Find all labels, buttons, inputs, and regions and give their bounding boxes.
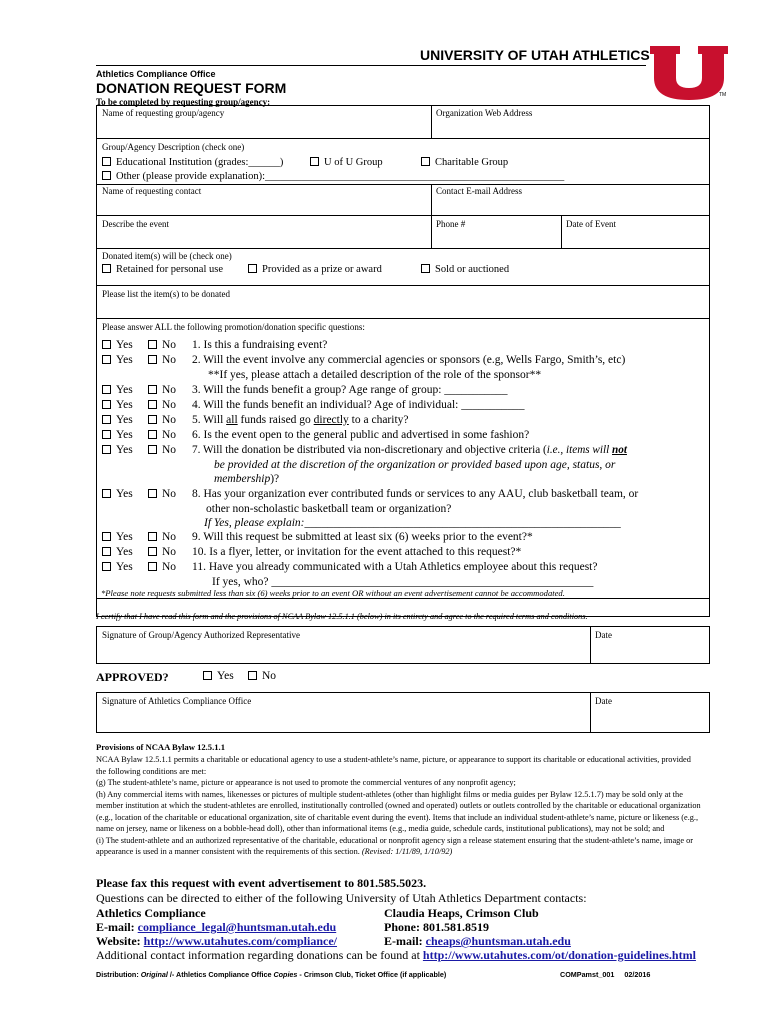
q4-no[interactable] — [148, 399, 176, 411]
sold-label: Sold or auctioned — [435, 264, 510, 275]
no-label: No — [162, 429, 177, 441]
signature-office-field[interactable]: Signature of Athletics Compliance Office — [102, 696, 252, 706]
distribution-original: Original — [140, 970, 168, 979]
no-label: No — [162, 399, 177, 411]
compliance-email-link[interactable]: compliance_legal@huntsman.utah.edu — [137, 920, 337, 934]
col-divider — [561, 215, 562, 248]
question-4: 4. Will the funds benefit an individual? Age of individual: ___________ — [192, 399, 525, 411]
checkbox-no[interactable] — [148, 532, 157, 541]
checkbox-yes[interactable] — [102, 400, 111, 409]
additional-info-label: Additional contact information regarding donations can be found at — [96, 948, 423, 962]
uofu-label: U of U Group — [324, 157, 383, 168]
question-1: 1. Is this a fundraising event? — [192, 339, 328, 351]
university-logo — [648, 44, 730, 102]
question-3: 3. Will the funds benefit a group? Age range of group: ___________ — [192, 384, 508, 396]
website-label: Website: — [96, 934, 144, 948]
distribution-end: - Crimson Club, Ticket Office (if applicable) — [297, 970, 447, 979]
provisions-p1: NCAA Bylaw 12.5.1.1 permits a charitable or educational agency to use a student-athlete’s name, picture, or appearance to support its charitable or educational activities, provided the following conditions are met: — [96, 755, 691, 776]
distribution-mid: /- Athletics Compliance Office — [167, 970, 274, 979]
checkbox-yes[interactable] — [102, 489, 111, 498]
checkbox-yes[interactable] — [203, 671, 212, 680]
edu-option[interactable] — [102, 157, 283, 168]
checkbox-yes[interactable] — [102, 532, 111, 541]
q7-part: 7. Will the donation be distributed via non-discretionary and objective criteria ( — [192, 444, 547, 456]
retained-option[interactable] — [102, 264, 223, 275]
checkbox-no[interactable] — [248, 671, 257, 680]
checkbox-no[interactable] — [148, 430, 157, 439]
checkbox-edu[interactable] — [102, 157, 111, 166]
phone-field[interactable]: Phone # — [436, 219, 466, 229]
yes-label: Yes — [116, 354, 133, 366]
other-option[interactable] — [102, 171, 564, 182]
answer-all-label: Please answer ALL the following promotion/donation specific questions: — [102, 322, 365, 332]
crimson-club-email-link[interactable]: cheaps@huntsman.utah.edu — [425, 934, 571, 948]
checkbox-uofu[interactable] — [310, 157, 319, 166]
yes-label: Yes — [116, 444, 133, 456]
signature-rep-field[interactable]: Signature of Group/Agency Authorized Representative — [102, 630, 300, 640]
checkbox-yes[interactable] — [102, 415, 111, 424]
q6-yes[interactable] — [102, 429, 133, 441]
approved-label: APPROVED? — [96, 670, 169, 684]
edu-label: Educational Institution (grades:______) — [116, 157, 284, 168]
checkbox-yes[interactable] — [102, 385, 111, 394]
col-divider — [590, 626, 591, 664]
web-address-field[interactable]: Organization Web Address — [436, 108, 533, 118]
signature-office-date[interactable]: Date — [595, 696, 612, 706]
yes-label: Yes — [116, 414, 133, 426]
question-9: 9. Will this request be submitted at least six (6) weeks prior to the event?* — [192, 531, 533, 543]
group-name-field[interactable]: Name of requesting group/agency — [102, 108, 225, 118]
yes-label: Yes — [116, 488, 133, 500]
contact-email-field[interactable]: Contact E-mail Address — [436, 186, 522, 196]
yes-label: Yes — [116, 384, 133, 396]
row-divider — [96, 598, 710, 599]
q1-yes[interactable] — [102, 339, 133, 351]
no-label: No — [162, 488, 177, 500]
checkbox-no[interactable] — [148, 489, 157, 498]
additional-info-row — [96, 948, 696, 963]
question-5 — [192, 414, 409, 426]
no-label: No — [162, 546, 177, 558]
form-code — [560, 970, 650, 979]
q7-membership: membership — [214, 473, 271, 485]
row-divider — [96, 184, 710, 185]
q5-part: funds raised go — [237, 414, 314, 426]
certify-statement: I certify that I have read this form and the provisions of NCAA Bylaw 12.5.1.1 (below) in its entirety and agree to the required terms and conditions. — [96, 612, 588, 621]
col-divider — [431, 105, 432, 138]
q6-no[interactable] — [148, 429, 176, 441]
yes-label: Yes — [116, 546, 133, 558]
athletics-compliance-label: Athletics Compliance — [96, 906, 206, 920]
no-label: No — [262, 670, 277, 682]
q7-yes[interactable] — [102, 444, 133, 456]
question-8-line2: other non-scholastic basketball team or organization? — [206, 503, 452, 515]
header-rule — [96, 65, 646, 66]
q8-no[interactable] — [148, 488, 176, 500]
yes-label: Yes — [116, 399, 133, 411]
yes-label: Yes — [116, 339, 133, 351]
prize-label: Provided as a prize or award — [262, 264, 382, 275]
q9-yes[interactable] — [102, 531, 133, 543]
checkbox-yes[interactable] — [102, 562, 111, 571]
form-code-id: COMPamst_001 — [560, 970, 615, 979]
form-code-date: 02/2016 — [624, 970, 651, 979]
col-divider — [431, 184, 432, 248]
uofu-option[interactable] — [310, 157, 383, 168]
list-items-field[interactable]: Please list the item(s) to be donated — [102, 289, 230, 299]
q10-no[interactable] — [148, 546, 176, 558]
compliance-email-row — [96, 920, 336, 935]
checkbox-yes[interactable] — [102, 445, 111, 454]
q5-all: all — [226, 414, 238, 426]
question-11-who[interactable]: If yes, who? ________________________________________________________ — [212, 576, 594, 588]
provisions-p4 — [96, 835, 702, 858]
q1-no[interactable] — [148, 339, 176, 351]
yes-label: Yes — [217, 670, 234, 682]
q3-no[interactable] — [148, 384, 176, 396]
to-be-completed-note: To be completed by requesting group/agency: — [96, 97, 271, 107]
no-label: No — [162, 444, 177, 456]
q8-yes[interactable] — [102, 488, 133, 500]
q5-part: 5. Will — [192, 414, 227, 426]
contact-name-field[interactable]: Name of requesting contact — [102, 186, 202, 196]
fax-instruction: Please fax this request with event advertisement to 801.585.5023. — [96, 876, 427, 890]
question-6: 6. Is the event open to the general public and advertised in some fashion? — [192, 429, 530, 441]
other-label: Other (please provide explanation):_________________________________________________________ — [116, 171, 565, 182]
no-label: No — [162, 414, 177, 426]
checkbox-no[interactable] — [148, 547, 157, 556]
provisions-p4-text: (i) The student-athlete and an authorized representative of the charitable, educational or nonprofit agency sign a release statement ensuring that the student-athlete’s name, image or appearance is used in a manner consistent with the requirements of this section. — [96, 835, 693, 856]
q5-part: to a charity? — [348, 414, 409, 426]
sold-option[interactable] — [421, 264, 509, 275]
office-name: Athletics Compliance Office — [96, 69, 216, 79]
questions-note: Questions can be directed to either of the following University of Utah Athletics Department contacts: — [96, 891, 587, 905]
yes-label: Yes — [116, 429, 133, 441]
col-divider — [590, 692, 591, 733]
checkbox-no[interactable] — [148, 562, 157, 571]
no-label: No — [162, 354, 177, 366]
header-org-title: UNIVERSITY OF UTAH ATHLETICS — [420, 47, 650, 63]
email-label: E-mail: — [96, 920, 138, 934]
checkbox-yes[interactable] — [102, 547, 111, 556]
signature-rep-date[interactable]: Date — [595, 630, 612, 640]
provisions-p3: (h) Any commercial items with names, likenesses or pictures of multiple student-athletes (other than highlight films or media guides per Bylaw 12.5.1.7) may be sold only at the member institution at which the student-athletes are enrolled, institutionally controlled (owned and operated) outlets or outlets controlled by the charitable or educational organization (e.g., location of the charitable or educational organization, site of charitable event during the event). Items that include an individual student-athlete’s name, picture or likeness (e.g., name on jersey, name or likeness on a bobble-head doll), other than informational items (e.g., media guide, schedule cards, institutional publications), may not be sold; and — [96, 789, 701, 833]
question-8-explain — [204, 517, 621, 529]
question-11: 11. Have you already communicated with a Utah Athletics employee about this request? — [192, 561, 598, 573]
checkbox-sold[interactable] — [421, 264, 430, 273]
q8-explain-label: If Yes, please explain: — [204, 517, 305, 529]
q5-yes[interactable] — [102, 414, 133, 426]
charitable-option[interactable] — [421, 157, 508, 168]
question-7-line3 — [214, 473, 279, 485]
distribution-footer — [96, 970, 446, 979]
checkbox-yes[interactable] — [102, 340, 111, 349]
checkbox-no[interactable] — [148, 445, 157, 454]
compliance-website-row — [96, 934, 337, 949]
q4-yes[interactable] — [102, 399, 133, 411]
q2-no[interactable] — [148, 354, 176, 366]
trademark-mark: TM — [719, 92, 727, 98]
charitable-label: Charitable Group — [435, 157, 509, 168]
provisions-p2: (g) The student-athlete’s name, picture or appearance is not used to promote the commercial ventures of any nonprofit agency; — [96, 778, 516, 787]
no-label: No — [162, 339, 177, 351]
row-divider — [96, 318, 710, 319]
no-label: No — [162, 561, 177, 573]
question-7-line2: be provided at the discretion of the organization or provided based upon age, status, or — [214, 459, 616, 471]
checkbox-prize[interactable] — [248, 264, 257, 273]
yes-label: Yes — [116, 561, 133, 573]
checkbox-retained[interactable] — [102, 264, 111, 273]
prize-option[interactable] — [248, 264, 382, 275]
q3-yes[interactable] — [102, 384, 133, 396]
row-divider — [96, 285, 710, 286]
checkbox-no[interactable] — [148, 355, 157, 364]
question-2: 2. Will the event involve any commercial agencies or sponsors (e.g, Wells Fargo, Smith’s, etc) — [192, 354, 626, 366]
approved-no[interactable] — [248, 670, 276, 682]
q5-no[interactable] — [148, 414, 176, 426]
crimson-club-phone: Phone: 801.581.8519 — [384, 920, 489, 934]
q7-ie: i.e., items will — [546, 444, 613, 456]
q7-no[interactable] — [148, 444, 176, 456]
provisions-title: Provisions of NCAA Bylaw 12.5.1.1 — [96, 742, 225, 752]
checkbox-no[interactable] — [148, 400, 157, 409]
yes-label: Yes — [116, 531, 133, 543]
crimson-club-contact: Claudia Heaps, Crimson Club — [384, 906, 539, 920]
crimson-club-email-row — [384, 934, 571, 949]
q9-no[interactable] — [148, 531, 176, 543]
no-label: No — [162, 384, 177, 396]
checkbox-yes[interactable] — [102, 430, 111, 439]
retained-label: Retained for personal use — [116, 264, 224, 275]
q10-yes[interactable] — [102, 546, 133, 558]
checkbox-other[interactable] — [102, 171, 111, 180]
compliance-website-link[interactable]: http://www.utahutes.com/compliance/ — [143, 934, 338, 948]
checkbox-no[interactable] — [148, 385, 157, 394]
checkbox-no[interactable] — [148, 415, 157, 424]
approved-yes[interactable] — [203, 670, 234, 682]
submission-note: *Please note requests submitted less than six (6) weeks prior to an event OR without an event advertisement cannot be accommodated. — [101, 588, 565, 598]
row-divider — [96, 138, 710, 139]
checkbox-charitable[interactable] — [421, 157, 430, 166]
q5-directly: directly — [313, 414, 349, 426]
checkbox-no[interactable] — [148, 340, 157, 349]
q7-not: not — [612, 444, 627, 456]
event-field[interactable]: Describe the event — [102, 219, 169, 229]
no-label: No — [162, 531, 177, 543]
provisions-text — [96, 754, 702, 858]
email-label: E-mail: — [384, 934, 426, 948]
provisions-revised: (Revised: 1/11/89, 1/10/92) — [361, 847, 453, 856]
distribution-copies: Copies — [273, 970, 298, 979]
donation-guidelines-link[interactable]: http://www.utahutes.com/ot/donation-guidelines.html — [422, 948, 696, 962]
row-divider — [96, 215, 710, 216]
question-8: 8. Has your organization ever contributed funds or services to any AAU, club basketball team, or — [192, 488, 639, 500]
row-divider — [96, 248, 710, 249]
q8-explain-line[interactable]: _______________________________________________________ — [304, 517, 621, 529]
description-label: Group/Agency Description (check one) — [102, 142, 245, 152]
form-title: DONATION REQUEST FORM — [96, 80, 287, 96]
q2-yes[interactable] — [102, 354, 133, 366]
donated-label: Donated item(s) will be (check one) — [102, 251, 232, 261]
question-2-note: **If yes, please attach a detailed description of the role of the sponsor** — [208, 369, 542, 381]
q7-end: )? — [270, 473, 280, 485]
date-event-field[interactable]: Date of Event — [566, 219, 616, 229]
distribution-label: Distribution: — [96, 970, 141, 979]
question-10: 10. Is a flyer, letter, or invitation for the event attached to this request?* — [192, 546, 522, 558]
q11-no[interactable] — [148, 561, 176, 573]
q11-yes[interactable] — [102, 561, 133, 573]
checkbox-yes[interactable] — [102, 355, 111, 364]
question-7 — [192, 444, 627, 456]
